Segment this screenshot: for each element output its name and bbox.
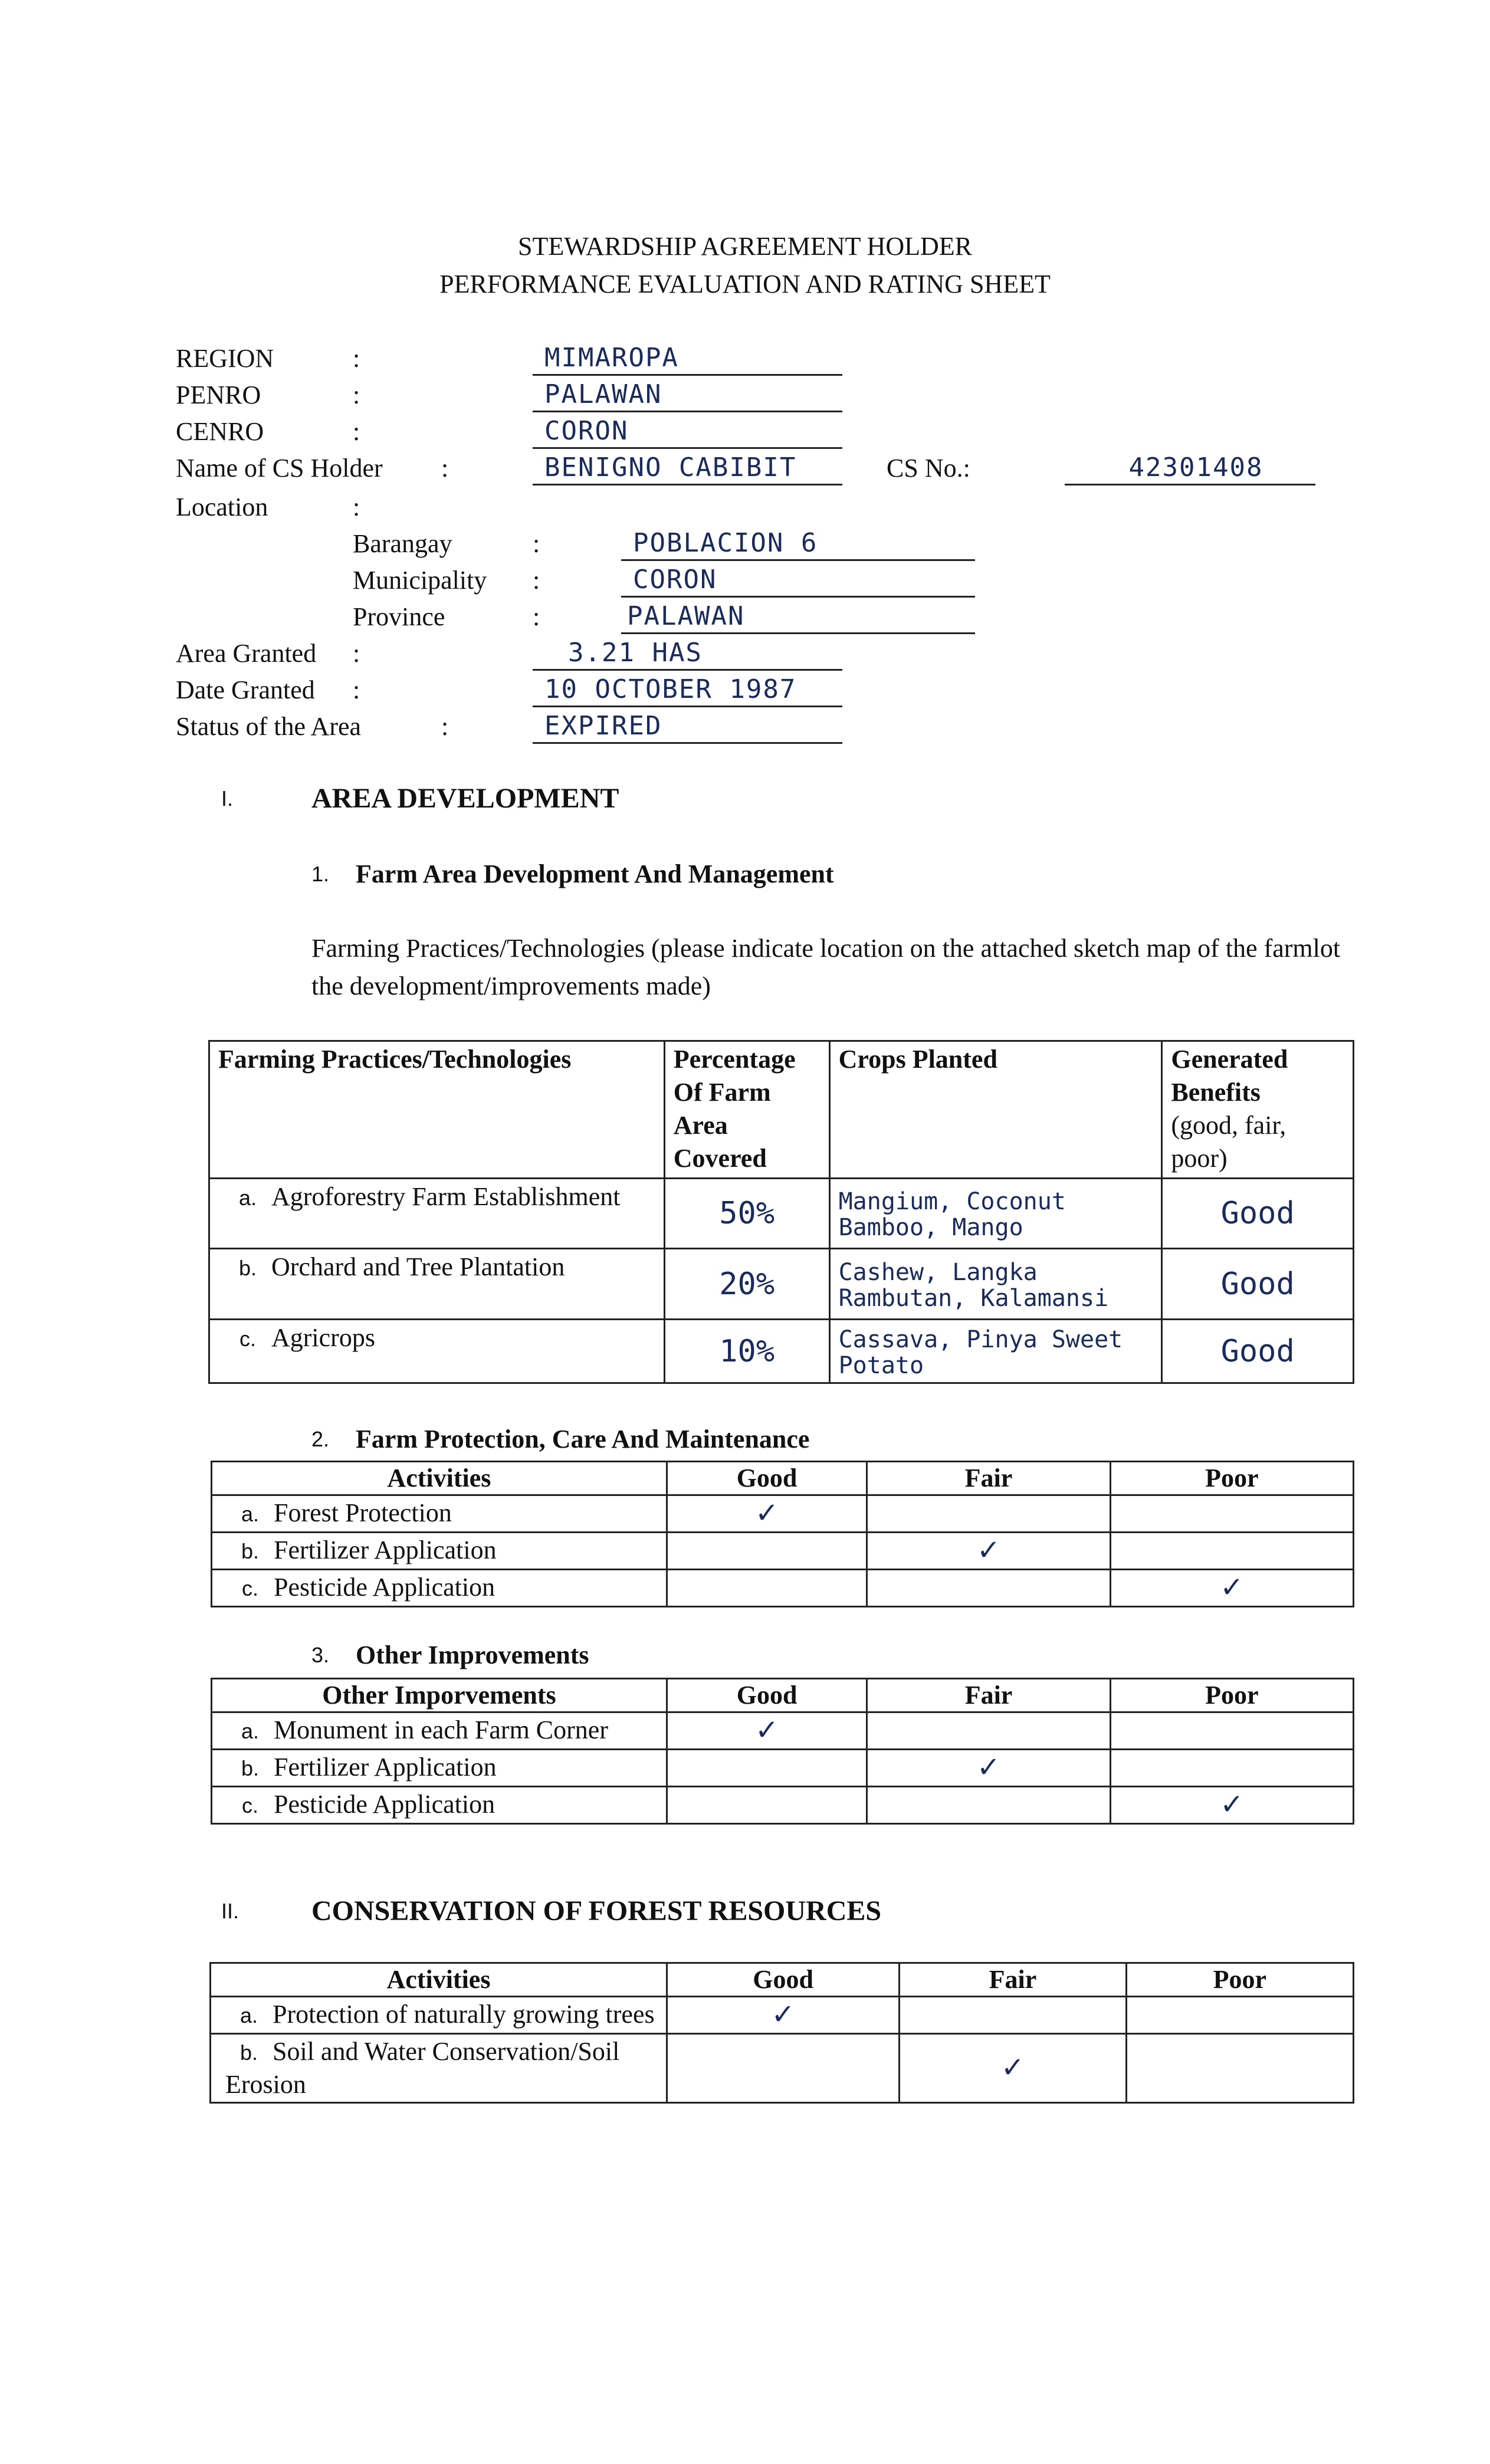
practice-cell (209, 1249, 665, 1320)
crops-cell[interactable]: Cassava, Pinya Sweet Potato (829, 1320, 1162, 1383)
colon: : (441, 454, 449, 483)
header-improvements: Other Imporvements (212, 1679, 667, 1712)
fair-checkmark[interactable]: ✓ (867, 1533, 1110, 1570)
table-row (212, 1712, 1354, 1750)
municipality-field[interactable] (621, 563, 975, 598)
area-field[interactable] (533, 636, 842, 671)
csno-value: 42301408 (1128, 452, 1263, 483)
improvement-name: Pesticide Application (274, 1790, 495, 1819)
practice-name: Agroforestry Farm Establishment (271, 1182, 621, 1211)
header-poor: Poor (1110, 1462, 1353, 1495)
header-activities: Activities (212, 1462, 667, 1495)
municipality-label: Municipality (353, 566, 487, 595)
row-letter: a. (241, 1719, 260, 1743)
good-checkmark[interactable] (667, 1787, 867, 1824)
date-value: 10 OCTOBER 1987 (544, 674, 797, 704)
colon: : (353, 675, 360, 704)
crops-cell[interactable]: Cashew, Langka Rambutan, Kalamansi (829, 1249, 1162, 1320)
activity-name: Protection of naturally growing trees (273, 2000, 655, 2029)
row-letter: a. (238, 1186, 257, 1210)
header-benefits (1162, 1041, 1354, 1179)
holder-value: BENIGNO CABIBIT (544, 452, 797, 483)
header-good: Good (667, 1462, 867, 1495)
fair-checkmark[interactable] (867, 1495, 1110, 1533)
csno-label: CS No.: (887, 454, 970, 483)
poor-checkmark[interactable] (1110, 1712, 1353, 1750)
table-row (212, 1570, 1354, 1607)
date-field[interactable] (533, 672, 842, 707)
row-letter: b. (239, 2040, 258, 2065)
colon: : (533, 602, 540, 631)
fair-checkmark[interactable]: ✓ (900, 2034, 1126, 2103)
province-value: PALAWAN (627, 601, 745, 631)
table-row (209, 1179, 1354, 1249)
farming-practices-instruction: Farming Practices/Technologies (please indicate location on the attached sketch map of the farmlot the development/improvements made) (311, 934, 1341, 1000)
row-letter: a. (239, 2003, 258, 2027)
table-row (212, 1533, 1354, 1570)
table-header-row (212, 1679, 1354, 1712)
poor-checkmark[interactable] (1110, 1533, 1353, 1570)
header-benefits-scale: (good, fair, poor) (1171, 1111, 1286, 1173)
row-letter: b. (241, 1756, 260, 1780)
practice-name: Agricrops (271, 1323, 375, 1352)
title-line-2: PERFORMANCE EVALUATION AND RATING SHEET (439, 270, 1051, 298)
colon: : (533, 529, 540, 558)
cenro-value: CORON (544, 416, 629, 446)
poor-checkmark[interactable]: ✓ (1110, 1570, 1353, 1607)
barangay-label: Barangay (353, 529, 452, 558)
area-value: 3.21 HAS (568, 638, 703, 668)
header-poor: Poor (1126, 1963, 1353, 1997)
table-row (211, 1997, 1354, 2034)
subsection-3-number: 3. (311, 1643, 330, 1667)
improvement-cell (212, 1750, 667, 1787)
activity-cell (212, 1570, 667, 1607)
poor-checkmark[interactable] (1110, 1750, 1353, 1787)
header-activities: Activities (211, 1963, 667, 1997)
barangay-field[interactable] (621, 526, 975, 561)
row-letter: b. (238, 1256, 257, 1280)
farm-protection-table (211, 1461, 1354, 1607)
poor-checkmark[interactable] (1126, 2034, 1353, 2103)
table-row (212, 1750, 1354, 1787)
table-row (209, 1249, 1354, 1320)
municipality-value: CORON (633, 565, 717, 595)
activity-cell (211, 2034, 667, 2103)
header-practices: Farming Practices/Technologies (209, 1041, 665, 1179)
header-poor: Poor (1110, 1679, 1353, 1712)
location-label: Location (176, 493, 268, 521)
table-row (211, 2034, 1354, 2103)
region-label: REGION (176, 344, 274, 373)
header-fair: Fair (867, 1462, 1110, 1495)
fair-checkmark[interactable] (900, 1997, 1126, 2034)
header-crops: Crops Planted (829, 1041, 1162, 1179)
practice-cell (209, 1179, 665, 1249)
fair-checkmark[interactable]: ✓ (867, 1750, 1110, 1787)
header-good: Good (667, 1679, 867, 1712)
colon: : (353, 344, 360, 373)
row-letter: c. (241, 1793, 258, 1817)
province-field[interactable] (621, 599, 975, 634)
activity-name: Forest Protection (274, 1498, 452, 1527)
subsection-2-number: 2. (311, 1427, 330, 1451)
section-2-number: II. (221, 1899, 239, 1923)
header-benefits-title: Generated Benefits (1171, 1045, 1288, 1107)
date-label: Date Granted (176, 675, 315, 704)
section-1-title: AREA DEVELOPMENT (311, 783, 619, 814)
table-row (212, 1495, 1354, 1533)
subsection-3-title: Other Improvements (356, 1641, 589, 1669)
holder-label: Name of CS Holder (176, 454, 383, 483)
row-letter: c. (241, 1576, 258, 1600)
activity-name: Soil and Water Conservation/Soil Erosion (225, 2037, 620, 2099)
province-label: Province (353, 602, 445, 631)
header-good: Good (667, 1963, 899, 1997)
subsection-1-title: Farm Area Development And Management (356, 859, 834, 888)
forest-conservation-table (209, 1962, 1354, 2104)
cenro-label: CENRO (176, 417, 264, 446)
csno-field[interactable] (1065, 444, 1315, 485)
fair-checkmark[interactable] (867, 1570, 1110, 1607)
activity-name: Fertilizer Application (274, 1536, 497, 1564)
row-letter: a. (241, 1502, 260, 1526)
farm-development-table (208, 1040, 1354, 1384)
good-checkmark[interactable]: ✓ (667, 1495, 867, 1533)
colon: : (353, 493, 360, 521)
status-value: EXPIRED (544, 711, 662, 741)
penro-field[interactable] (533, 378, 842, 412)
percentage-cell[interactable]: 50% (664, 1179, 829, 1249)
poor-checkmark[interactable] (1110, 1495, 1353, 1533)
colon: : (353, 639, 360, 668)
header-fair: Fair (867, 1679, 1110, 1712)
status-field[interactable] (533, 709, 842, 744)
improvement-cell (212, 1712, 667, 1750)
table-header-row (211, 1963, 1354, 1997)
improvement-cell (212, 1787, 667, 1824)
colon: : (353, 380, 360, 409)
activity-cell (212, 1533, 667, 1570)
table-header-row (209, 1041, 1354, 1179)
good-checkmark[interactable] (667, 1570, 867, 1607)
area-label: Area Granted (176, 639, 317, 668)
improvement-name: Fertilizer Application (274, 1753, 497, 1781)
table-row (212, 1787, 1354, 1824)
good-checkmark[interactable] (667, 1750, 867, 1787)
title-line-1: STEWARDSHIP AGREEMENT HOLDER (517, 232, 973, 261)
percentage-cell[interactable]: 10% (664, 1320, 829, 1383)
penro-label: PENRO (176, 380, 261, 409)
good-checkmark[interactable] (667, 1533, 867, 1570)
activity-cell (211, 1997, 667, 2034)
row-letter: b. (241, 1539, 260, 1563)
crops-cell[interactable]: Mangium, Coconut Bamboo, Mango (829, 1179, 1162, 1249)
practice-cell (209, 1320, 665, 1383)
region-field[interactable] (533, 341, 842, 376)
percentage-cell[interactable]: 20% (664, 1249, 829, 1320)
section-1-number: I. (221, 786, 234, 811)
benefit-cell[interactable]: Good (1162, 1249, 1354, 1320)
row-letter: c. (239, 1327, 256, 1351)
penro-value: PALAWAN (544, 379, 662, 409)
header-percentage: Percentage Of Farm Area Covered (664, 1041, 829, 1179)
region-value: MIMAROPA (544, 343, 679, 373)
fair-checkmark[interactable] (867, 1787, 1110, 1824)
good-checkmark[interactable] (667, 2034, 899, 2103)
improvement-name: Monument in each Farm Corner (274, 1715, 608, 1744)
fair-checkmark[interactable] (867, 1712, 1110, 1750)
header-fair: Fair (900, 1963, 1126, 1997)
section-2-title: CONSERVATION OF FOREST RESOURCES (311, 1895, 882, 1927)
poor-checkmark[interactable] (1126, 1997, 1353, 2034)
practice-name: Orchard and Tree Plantation (271, 1252, 565, 1281)
table-header-row (212, 1462, 1354, 1495)
holder-field[interactable] (533, 451, 842, 485)
poor-checkmark[interactable]: ✓ (1110, 1787, 1353, 1824)
activity-cell (212, 1495, 667, 1533)
colon: : (353, 417, 360, 446)
benefit-cell[interactable]: Good (1162, 1179, 1354, 1249)
subsection-2-title: Farm Protection, Care And Maintenance (356, 1425, 810, 1454)
subsection-1-number: 1. (311, 862, 330, 886)
status-label: Status of the Area (176, 712, 362, 741)
activity-name: Pesticide Application (274, 1573, 495, 1602)
table-row (209, 1320, 1354, 1383)
other-improvements-table (211, 1678, 1354, 1825)
good-checkmark[interactable]: ✓ (667, 1997, 899, 2034)
cenro-field[interactable] (533, 414, 842, 449)
benefit-cell[interactable]: Good (1162, 1320, 1354, 1383)
colon: : (441, 712, 449, 741)
barangay-value: POBLACION 6 (633, 528, 818, 558)
good-checkmark[interactable]: ✓ (667, 1712, 867, 1750)
colon: : (533, 566, 540, 595)
